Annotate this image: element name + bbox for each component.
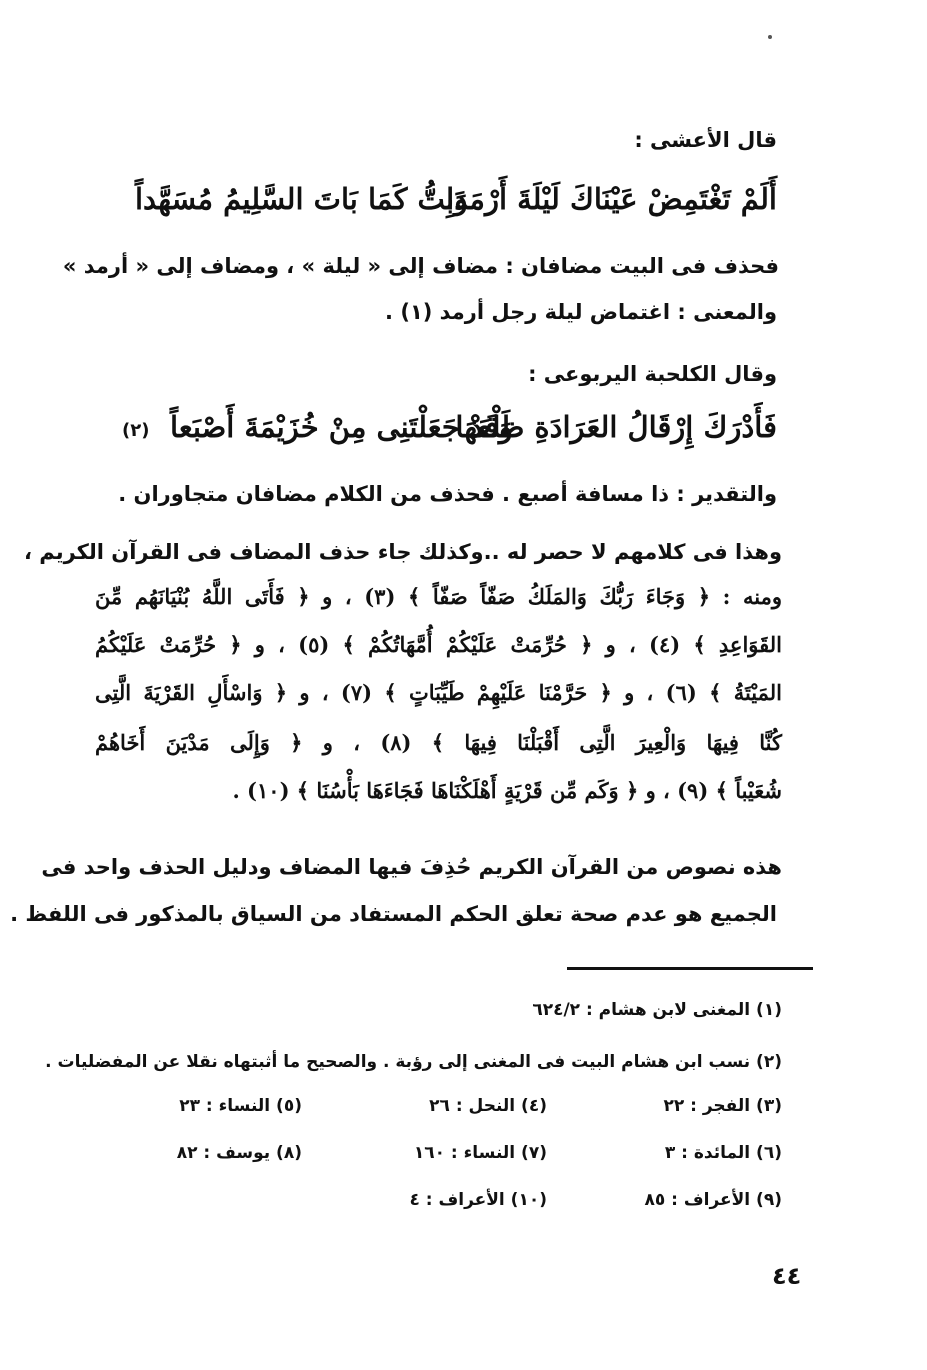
para-3-line-6: شُعَيْباً ﴾ (٩) ، و ﴿ وَكَم مِّن قَرْيَةٍ أَهْلَكْنَاهَا فَجَاءَهَا بَأْسُنَا ﴾ (١٠) . (232, 778, 782, 803)
para-3-line-4: المَيْتَةُ ﴾ (٦) ، و ﴿ حَرَّمْنَا عَلَيْهِمْ طَيِّبَاتٍ ﴾ (٧) ، و ﴿ وَاسْأَلِ القَرْيَةَ الَّتِى (95, 680, 783, 705)
para-1-line-1: فحذف فى البيت مضافان : مضاف إلى « ليلة » ، ومضاف إلى « أرمد » (62, 254, 779, 278)
footnote-3: (٣) الفجر : ٢٢ (663, 1096, 782, 1116)
intro-line-1: قال الأعشى : (634, 128, 777, 152)
footnote-9: (٩) الأعراف : ٨٥ (644, 1190, 782, 1210)
para-1-line-2: والمعنى : اغتماض ليلة رجل أرمد (١) . (385, 300, 777, 324)
verse-2-footnote-ref: (٢) (122, 420, 150, 441)
footnote-2: (٢) نسب ابن هشام البيت فى المغنى إلى رؤبة . والصحيح ما أثبتهاه نقلا عن المفضليات . (45, 1052, 782, 1072)
footnote-8: (٨) يوسف : ٨٢ (176, 1143, 302, 1163)
scan-speck (768, 35, 772, 39)
footnote-7: (٧) النساء : ١٦٠ (413, 1143, 547, 1163)
footnote-10: (١٠) الأعراف : ٤ (409, 1190, 547, 1210)
footnote-5: (٥) النساء : ٢٣ (179, 1096, 302, 1116)
verse-1-first-hemistich: أَلَمْ تَغْتَمِضْ عَيْنَاكَ لَيْلَةَ أَرْمَدَا (446, 182, 777, 216)
footnote-6: (٦) المائدة : ٣ (664, 1143, 782, 1163)
para-3-line-3: القَوَاعِدِ ﴾ (٤) ، و ﴿ حُرِّمَتْ عَلَيْكُمْ أُمَّهَاتُكُمْ ﴾ (٥) ، و ﴿ حُرِّمَتْ عَلَيْكُمُ (95, 632, 782, 657)
verse-1-second-hemistich: وَبِتُّ كَمَا بَاتَ السَّلِيمُ مُسَهَّداً (135, 182, 469, 216)
intro-line-2: وقال الكلحبة اليربوعى : (528, 362, 777, 386)
footnote-separator (567, 967, 813, 970)
page-number: ٤٤ (772, 1262, 802, 1290)
para-4-line-2: الجميع هو عدم صحة تعلق الحكم المستفاد من السياق بالمذكور فى اللفظ . (10, 902, 777, 926)
verse-2-first-hemistich: فَأَدْرَكَ إِرْقَالُ العَرَادَةِ ظَلْعَهَا (455, 410, 777, 444)
para-4-line-1: هذه نصوص من القرآن الكريم حُذِفَ فيها المضاف ودليل الحذف واحد فى (41, 855, 782, 879)
footnote-4: (٤) النحل : ٢٦ (429, 1096, 547, 1116)
para-3-line-1: وهذا فى كلامهم لا حصر له ..وكذلك جاء حذف المضاف فى القرآن الكريم ، (23, 540, 782, 564)
para-3-line-5: كُنَّا فِيهَا وَالْعِيرَ الَّتِى أَقْبَلْنَا فِيهَا ﴾ (٨) ، و ﴿ وَإِلَى مَدْيَنَ أَخَاهُمْ (95, 730, 782, 755)
footnote-1: (١) المغنى لابن هشام : ٦٢٤/٢ (532, 1000, 782, 1020)
para-3-line-2: ومنه : ﴿ وَجَاءَ رَبُّكَ وَالمَلَكُ صَفّاً صَفّاً ﴾ (٣) ، و ﴿ فَأَتَى اللَّهُ بُنْيَانَهُم مِّنَ (95, 584, 782, 609)
verse-2-second-hemistich: وَقَدْ جَعَلْتَنِى مِنْ خُزَيْمَةَ أَصْبَعاً (170, 410, 513, 444)
para-2: والتقدير : ذا مسافة أصبع . فحذف من الكلام مضافان متجاوران . (118, 482, 777, 506)
